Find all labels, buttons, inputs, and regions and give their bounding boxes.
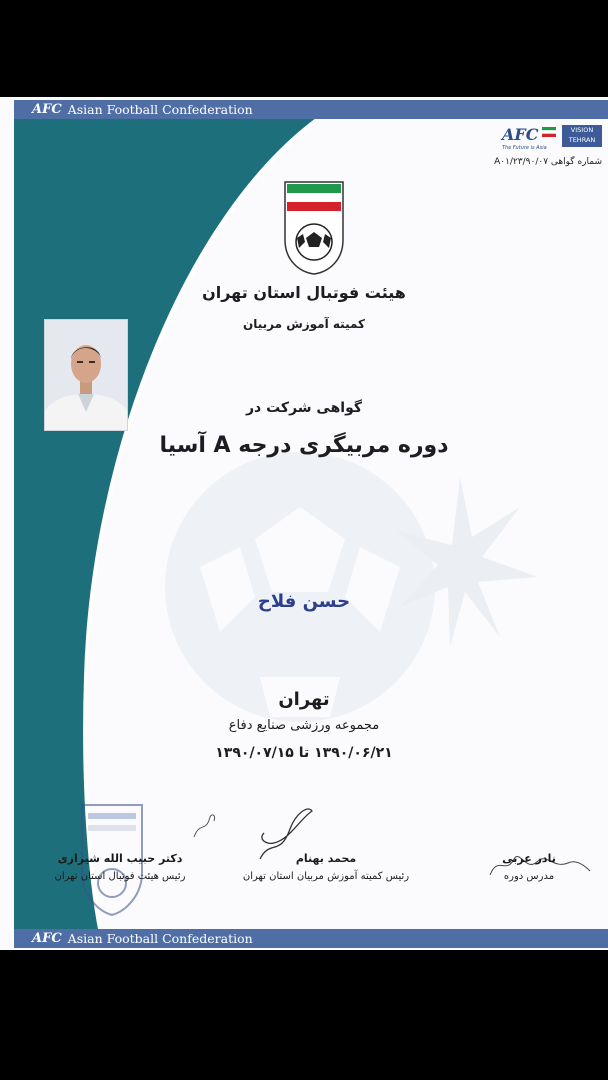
certificate-sheet	[0, 97, 608, 950]
participation-label: گواهی شرکت در	[245, 400, 363, 416]
iran-flag-icon	[542, 127, 556, 137]
signer-name: دکتر حبیب الله شیرازی	[57, 852, 183, 865]
course-title: دوره مربیگری درجه A آسیا	[159, 433, 449, 458]
issuer-name: هیئت فوتبال استان تهران	[202, 283, 406, 302]
signer-name: محمد بهنام	[295, 852, 357, 865]
afc-logo-icon: AFC	[32, 931, 62, 946]
signature-block-instructor	[474, 852, 584, 882]
afc-tagline: The Future is Asia	[502, 145, 547, 151]
course-dates: ۱۳۹۰/۰۶/۲۱ تا ۱۳۹۰/۰۷/۱۵	[215, 745, 393, 761]
city-name: تهران	[278, 689, 330, 710]
tehran-label: TEHRAN	[568, 136, 596, 144]
signature-icon	[190, 809, 220, 843]
vision-tehran-badge	[562, 125, 602, 147]
signature-block-chairman	[40, 852, 200, 882]
afc-logo-icon: AFC	[32, 102, 62, 117]
vision-label: VISION	[570, 126, 594, 134]
footer-banner-text: Asian Football Confederation	[67, 931, 253, 946]
footer-banner	[14, 929, 608, 948]
signer-title: مدرس دوره	[503, 871, 555, 882]
certificate-number: شماره گواهی ۹۰/۰۷/A۰۱/۲۳	[494, 157, 602, 167]
signature-block-committee	[228, 852, 424, 882]
venue-name: مجموعه ورزشی صنایع دفاع	[228, 718, 380, 733]
afc-logo-icon: AFC	[502, 125, 539, 144]
signer-title: رئیس هیئت فوتبال استان تهران	[54, 871, 186, 882]
recipient-name: حسن فلاح	[257, 591, 351, 612]
header-banner	[14, 100, 608, 119]
header-banner-text: Asian Football Confederation	[67, 102, 253, 117]
signer-name: نادر عربی	[502, 852, 556, 865]
signer-title: رئیس کمیته آموزش مربیان استان تهران	[242, 871, 410, 882]
federation-emblem-icon	[283, 180, 345, 276]
issuer-committee: کمیته آموزش مربیان	[242, 317, 366, 331]
